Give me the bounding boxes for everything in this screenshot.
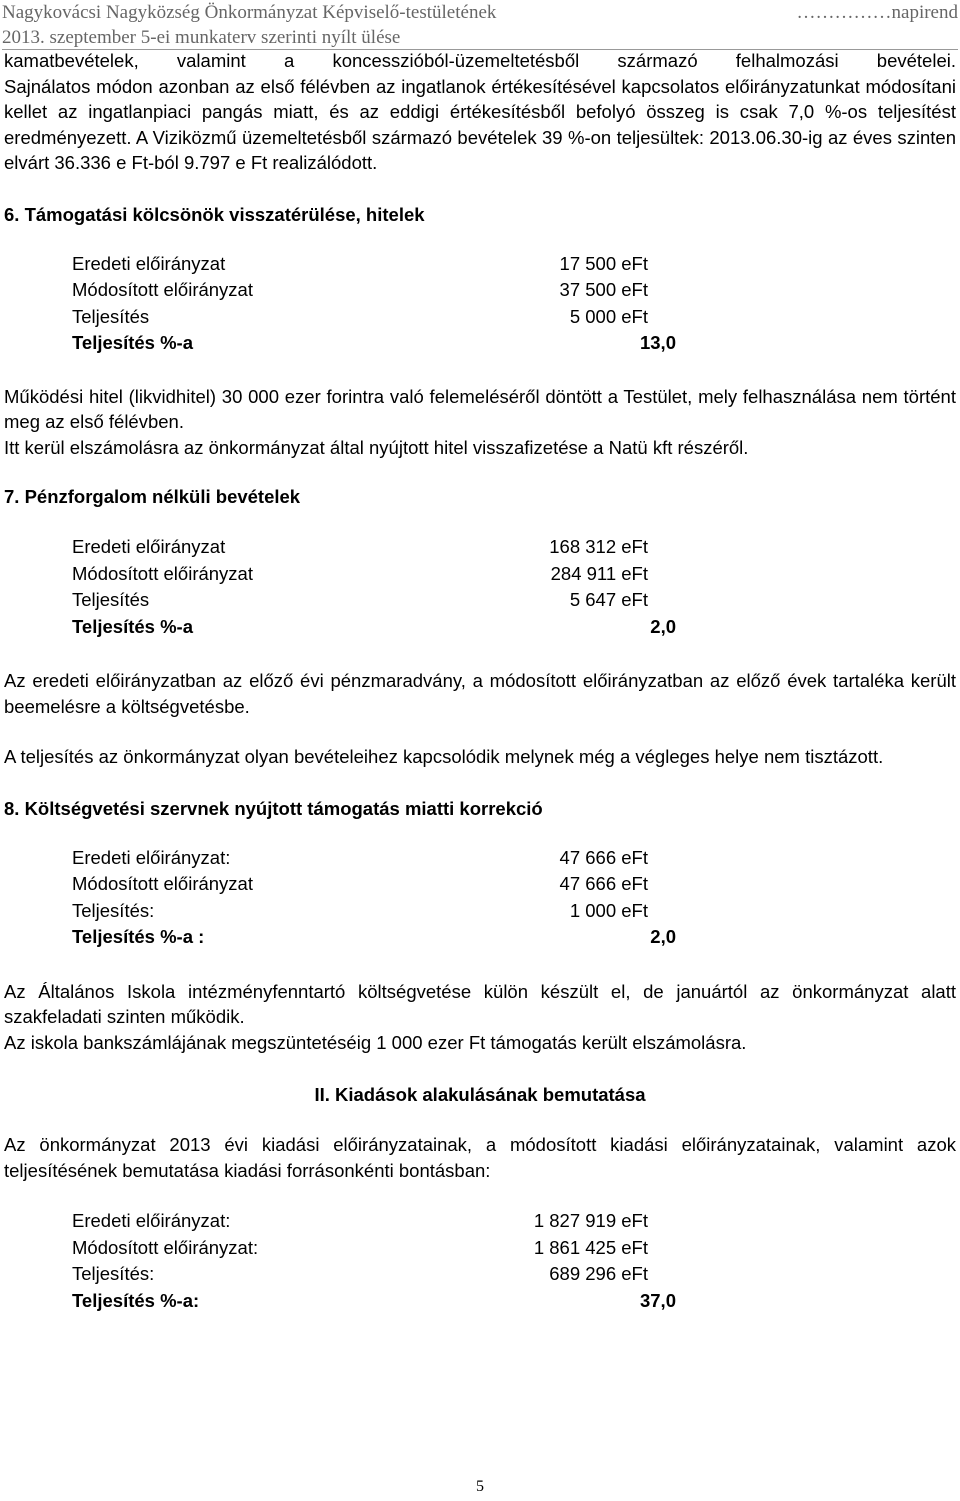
row-label: Módosított előirányzat (72, 873, 253, 894)
section-ii-heading: II. Kiadások alakulásának bemutatása (314, 1084, 646, 1105)
section-8-table (72, 845, 692, 951)
table-row (72, 534, 692, 561)
table-row-percent (72, 330, 692, 357)
row-value: 37,0 (639, 1289, 676, 1311)
row-value: 5 647 eFt (569, 589, 648, 610)
section-7-paragraph-2: A teljesítés az önkormányzat olyan bevételeihez kapcsolódik melynek még a végleges helye nem tisztázott. (4, 746, 884, 767)
section-6-paragraph-2: Itt kerül elszámolásra az önkormányzat által nyújtott hitel visszafizetése a Natü kft részéről. (4, 436, 749, 458)
row-value: 2,0 (650, 926, 676, 947)
row-label: Eredeti előirányzat: (72, 846, 231, 868)
row-label: Teljesítés: (72, 1263, 155, 1284)
table-row-percent (72, 614, 692, 641)
row-value: 37 500 eFt (559, 279, 648, 300)
table-row (72, 1208, 692, 1235)
section-8-paragraph-1: Az Általános Iskola intézményfenntartó költségvetése külön készült el, de januártól az önkormányzat alatt szakfeladati szinten működik. (4, 980, 956, 1027)
section-6-table (72, 251, 692, 357)
row-value: 47 666 eFt (559, 873, 648, 894)
table-row (72, 871, 692, 898)
page-header (2, 0, 958, 50)
row-label: Módosított előirányzat: (72, 1236, 259, 1258)
row-value: 168 312 eFt (549, 536, 648, 557)
table-row (72, 587, 692, 614)
row-label: Eredeti előirányzat (72, 252, 226, 274)
section-7-paragraph-1: Az eredeti előirányzatban az előző évi pénzmaradvány, a módosított előirányzatban az előző évek tartaléka került beemelésre a költségvetésbe. (4, 670, 956, 717)
row-value: 5 000 eFt (569, 305, 648, 327)
row-label: Eredeti előirányzat (72, 536, 226, 557)
row-value: 47 666 eFt (559, 846, 648, 868)
section-8-heading: 8. Költségvetési szervnek nyújtott támogatás miatti korrekció (4, 797, 543, 819)
table-row (72, 304, 692, 331)
table-row (72, 1235, 692, 1262)
row-label: Módosított előirányzat (72, 279, 253, 300)
row-value: 13,0 (639, 332, 676, 353)
row-value: 2,0 (650, 615, 676, 637)
document-body (4, 48, 956, 1314)
section-6-heading: 6. Támogatási kölcsönök visszatérülése, hitelek (4, 203, 425, 225)
row-label: Teljesítés %-a: (72, 1289, 200, 1311)
row-label: Teljesítés (72, 589, 150, 610)
table-row-percent (72, 924, 692, 951)
section-ii-paragraph-1: Az önkormányzat 2013 évi kiadási előirányzatainak, a módosított kiadási előirányzatainak, valamint azok teljesítésének bemutatása kiadási forrásonkénti bontásban: (4, 1134, 956, 1181)
row-label: Módosított előirányzat (72, 562, 253, 584)
header-council-title: Nagykovácsi Nagyközség Önkormányzat Képviselő-testületének (2, 2, 497, 23)
section-8-paragraph-2: Az iskola bankszámlájának megszüntetéséig 1 000 ezer Ft támogatás került elszámolásra. (4, 1031, 747, 1053)
intro-paragraph-2: Sajnálatos módon azonban az első félévben az ingatlanok értékesítésével kapcsolatos előirányzatunkat módosítani kellet az ingatlanpiaci pangás miatt, és az eddigi értékesítésből befolyó összeg is csak 7,0 %-os teljesítést eredményezett. A Viziközmű üzemeltetésből származó bevételek 39 %-on teljesültek: 2013.06.30-ig az éves szinten elvárt 36.336 e Ft-ból 9.797 e Ft realizálódott. (4, 75, 956, 173)
row-value: 284 911 eFt (550, 562, 648, 584)
table-row (72, 1261, 692, 1288)
table-row (72, 561, 692, 588)
table-row-percent (72, 1288, 692, 1315)
row-label: Teljesítés %-a (72, 615, 193, 637)
row-value: 1 827 919 eFt (533, 1210, 648, 1231)
table-row (72, 898, 692, 925)
table-row (72, 277, 692, 304)
page-number: 5 (476, 1478, 484, 1495)
row-value: 1 861 425 eFt (533, 1236, 648, 1258)
section-ii-table (72, 1208, 692, 1314)
row-label: Eredeti előirányzat: (72, 1210, 231, 1231)
row-label: Teljesítés %-a (72, 332, 193, 353)
header-agenda-placeholder: ……………napirend (796, 2, 958, 23)
row-value: 17 500 eFt (559, 252, 648, 274)
table-row (72, 845, 692, 872)
section-7-heading: 7. Pénzforgalom nélküli bevételek (4, 486, 301, 507)
row-value: 689 296 eFt (549, 1263, 648, 1284)
row-label: Teljesítés %-a : (72, 926, 205, 947)
section-6-paragraph-1: Működési hitel (likvidhitel) 30 000 ezer forintra való felemeléséről döntött a Testület, mely felhasználása nem történt meg az első félévben. (4, 385, 956, 432)
row-value: 1 000 eFt (569, 899, 648, 921)
intro-paragraph-1: kamatbevételek, valamint a koncesszióból-üzemeltetésből származó felhalmozási bevételei. (4, 50, 956, 71)
section-7-table (72, 534, 692, 640)
row-label: Teljesítés: (72, 899, 155, 921)
header-session-info: 2013. szeptember 5-ei munkaterv szerinti nyílt ülése (2, 27, 401, 48)
row-label: Teljesítés (72, 305, 150, 327)
table-row (72, 251, 692, 278)
